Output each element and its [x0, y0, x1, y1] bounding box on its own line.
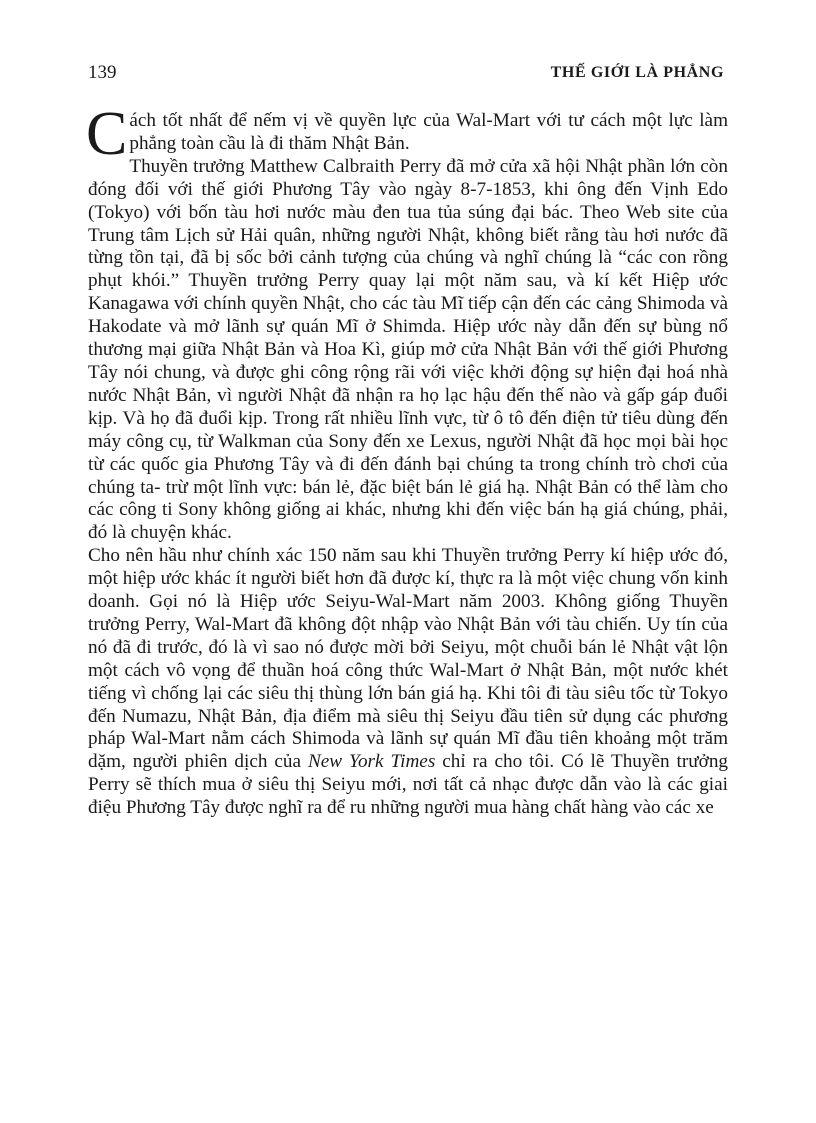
paragraph-2: Thuyền trưởng Matthew Calbraith Perry đã mở cửa xã hội Nhật phần lớn còn đóng đối với thế giới Phương Tây vào ngày 8-7-1853, khi ông đến Vịnh Edo (Tokyo) với bốn tàu hơi nước màu đen tua tủa súng đại bác. Theo Web site của Trung tâm Lịch sử Hải quân, những người Nhật, không biết rằng tàu hơi nước đã từng tồn tại, đã bị sốc bởi cảnh tượng của chúng và nghĩ chúng là “các con rồng phụt khói.” Thuyền trưởng Perry quay lại một năm sau, và kí kết Hiệp ước Kanagawa với chính quyền Nhật, cho các tàu Mĩ tiếp cận đến các cảng Shimoda và Hakodate và mở lãnh sự quán Mĩ ở Shimda. Hiệp ước này dẫn đến sự bùng nổ thương mại giữa Nhật Bản và Hoa Kì, giúp mở cửa Nhật Bản với thế giới Phương Tây nói chung, và được ghi công rộng rãi với việc khởi động sự hiện đại hoá nhà nước Nhật Bản, vì người Nhật đã nhận ra họ lạc hậu đến thế nào và gấp gáp đuổi kịp. Và họ đã đuổi kịp. Trong rất nhiều lĩnh vực, từ ô tô đến điện tử tiêu dùng đến máy công cụ, từ Walkman của Sony đến xe Lexus, người Nhật đã học mọi bài học từ các quốc gia Phương Tây và đi đến đánh bại chúng ta trong chính trò chơi của chúng ta- trừ một lĩnh vực: bán lẻ, đặc biệt bán lẻ giá hạ. Nhật Bản có thể làm cho các công ti Sony không giống ai khác, nhưng khi đến việc bán hạ giá chúng, phải, đó là chuyện khác. [88, 155, 728, 544]
drop-cap: C [86, 100, 128, 168]
paragraph-1 [86, 100, 728, 168]
newspaper-title: New York Times [307, 751, 436, 773]
body-text [86, 100, 729, 820]
paragraph-3 [88, 545, 728, 820]
paragraph-3-text-a: Cho nên hầu như chính xác 150 năm sau khi Thuyền trưởng Perry kí hiệp ước đó, một hiệp ước khác ít người biết hơn đã được kí, thực ra là một việc chung vốn kinh doanh. Gọi nó là Hiệp ước Seiyu-Wal-Mart năm 2003. Không giống Thuyền trưởng Perry, Wal-Mart đã không đột nhập vào Nhật Bản với tàu chiến. Uy tín của nó đã đi trước, đó là vì sao nó được mời bởi Seiyu, một chuỗi bán lẻ Nhật vật lộn một cách vô vọng để thuần hoá công thức Wal-Mart ở Nhật Bản, một nước khét tiếng vì chống lại các siêu thị thùng lớn bán giá hạ. Khi tôi đi tàu siêu tốc từ Tokyo đến Numazu, Nhật Bản, địa điểm mà siêu thị Seiyu đầu tiên sử dụng các phương pháp Wal-Mart nằm cách Shimoda và lãnh sự quán Mĩ đầu tiên khoảng một trăm dặm, người phiên dịch của [88, 545, 728, 773]
paragraph-3-text-b: chỉ ra cho tôi. Có lẽ Thuyền trưởng Perry sẽ thích mua ở siêu thị Seiyu mới, nơi tất cả nhạc được dẫn vào là các giai điệu Phương Tây được nghĩ ra để ru những người mua hàng chất hàng vào các xe [88, 751, 729, 819]
page-number: 139 [88, 62, 117, 83]
running-title: THẾ GIỚI LÀ PHẲNG [550, 64, 724, 81]
paragraph-1-text: ách tốt nhất để nếm vị về quyền lực của Wal-Mart với tư cách một lực làm phẳng toàn cầu là đi thăm Nhật Bản. [129, 110, 728, 154]
